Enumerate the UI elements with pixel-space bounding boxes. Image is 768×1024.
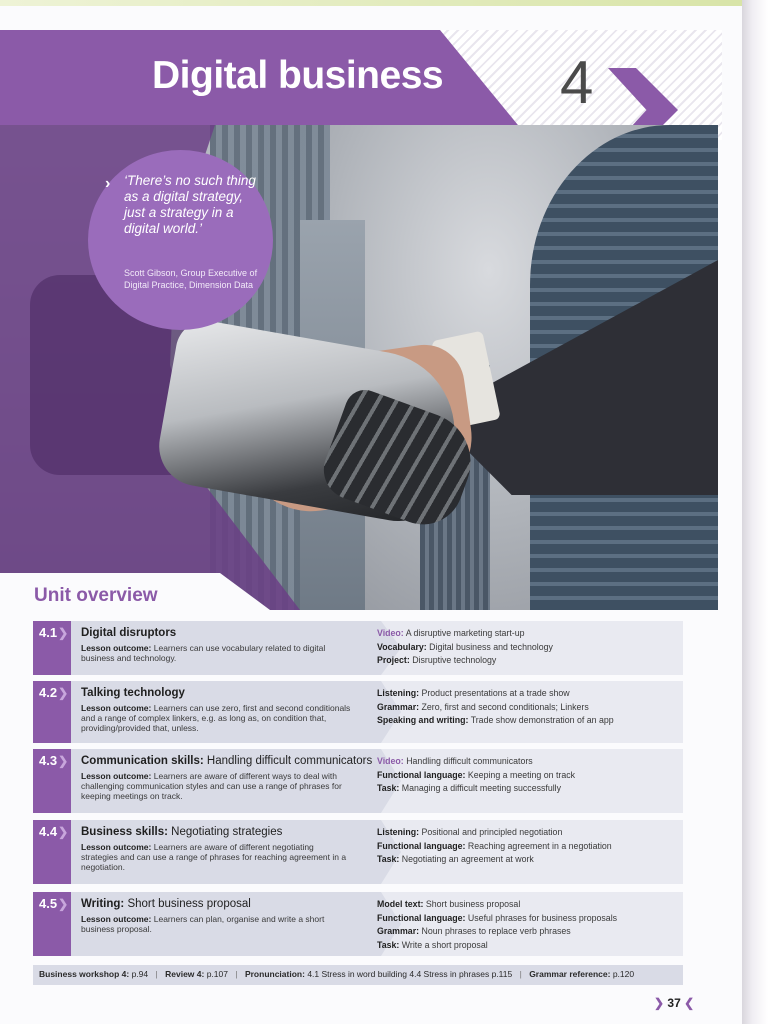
lesson-number-text: 4.5	[39, 896, 58, 911]
lesson-number-text: 4.1	[39, 625, 58, 640]
lesson-number-text: 4.3	[39, 753, 58, 768]
lesson-row	[33, 681, 683, 743]
lesson-row	[33, 749, 683, 813]
component-label: Grammar:	[377, 926, 420, 936]
divider: |	[519, 969, 522, 979]
lesson-component	[377, 898, 677, 912]
lesson-component	[377, 782, 677, 796]
lesson-component	[377, 826, 677, 840]
component-label: Vocabulary:	[377, 641, 427, 652]
lesson-number	[33, 892, 71, 956]
outcome-text: Learners can use vocabulary related to digital business and technology.	[81, 643, 326, 663]
component-label: Task:	[377, 939, 400, 950]
chevron-right-icon: ❯	[58, 626, 69, 640]
lesson-component	[377, 701, 677, 715]
lesson-row	[33, 820, 683, 884]
lesson-component	[377, 755, 677, 769]
lesson-heading	[81, 755, 372, 767]
component-text: A disruptive marketing start-up	[405, 628, 525, 638]
chevron-right-icon: ❯	[654, 996, 665, 1010]
lesson-component	[377, 939, 677, 953]
lesson-component	[377, 840, 677, 854]
component-label: Model text:	[377, 899, 424, 909]
component-label: Project:	[377, 655, 410, 665]
component-text: Noun phrases to replace verb phrases	[421, 926, 571, 936]
lesson-outcome	[81, 703, 351, 733]
component-text: Useful phrases for business proposals	[467, 912, 618, 923]
lesson-component	[377, 714, 677, 728]
component-label: Video:	[377, 756, 404, 766]
outcome-label: Lesson outcome:	[81, 771, 152, 781]
lesson-component	[377, 912, 677, 926]
unit-number: 4	[560, 49, 594, 116]
component-label: Functional language:	[377, 769, 466, 780]
component-text: Write a short proposal	[401, 939, 488, 950]
lesson-number	[33, 749, 71, 813]
component-text: Keeping a meeting on track	[467, 769, 576, 780]
overview-title: Unit overview	[34, 585, 158, 606]
component-label: Task:	[377, 854, 400, 864]
lesson-components	[377, 627, 677, 668]
lesson-heading-rest: Handling difficult communicators	[206, 755, 373, 767]
component-text: Negotiating an agreement at work	[401, 854, 534, 864]
pronunciation-label: Pronunciation:	[244, 969, 305, 979]
divider: |	[235, 969, 238, 979]
lesson-heading	[81, 898, 251, 910]
component-text: Reaching agreement in a negotiation	[467, 840, 612, 851]
lesson-heading-bold: Writing:	[81, 898, 125, 910]
component-text: Managing a difficult meeting successfully	[401, 783, 562, 793]
outcome-text: Learners can use zero, first and second conditionals and a range of complex linkers, e.g. as long as, on condition that, providing/provided that, unless.	[81, 703, 351, 733]
lesson-components	[377, 687, 677, 728]
lesson-number-text: 4.2	[39, 685, 58, 700]
lesson-components	[377, 898, 677, 952]
lesson-row	[33, 621, 683, 675]
lesson-heading-bold: Digital disruptors	[81, 627, 177, 639]
lesson-number	[33, 681, 71, 743]
lesson-outcome	[81, 771, 351, 801]
component-text: Product presentations at a trade show	[421, 688, 570, 698]
lesson-component	[377, 627, 677, 641]
component-label: Functional language:	[377, 840, 466, 851]
outcome-label: Lesson outcome:	[81, 703, 152, 713]
component-text: Trade show demonstration of an app	[470, 715, 614, 725]
quote-attribution: Scott Gibson, Group Executive of Digital Practice, Dimension Data	[124, 268, 258, 290]
workshop-label: Business workshop 4:	[39, 969, 130, 979]
component-label: Task:	[377, 783, 400, 793]
page-number	[654, 996, 694, 1010]
component-label: Functional language:	[377, 912, 466, 923]
chevron-right-icon: ❯	[58, 825, 69, 839]
outcome-text: Learners can plan, organise and write a short business proposal.	[81, 914, 325, 934]
grammar-reference-label: Grammar reference:	[529, 969, 611, 979]
grammar-reference-page: p.120	[612, 969, 635, 979]
lesson-outcome	[81, 914, 351, 934]
lesson-heading	[81, 826, 282, 838]
lesson-components	[377, 755, 677, 796]
component-label: Video:	[377, 628, 404, 638]
outcome-text: Learners are aware of different negotiating strategies and can use a range of phrases for reaching agreement in a negotiation.	[81, 842, 347, 872]
lesson-component	[377, 687, 677, 701]
component-text: Zero, first and second conditionals; Linkers	[421, 701, 589, 712]
lesson-component	[377, 769, 677, 783]
workshop-page: p.94	[131, 969, 149, 979]
chevron-right-icon: ❯	[58, 897, 69, 911]
outcome-text: Learners are aware of different ways to deal with challenging communication styles and can use a range of phrases for keeping meetings on track.	[81, 771, 342, 801]
component-label: Speaking and writing:	[377, 715, 469, 725]
unit-title: Digital business	[152, 54, 444, 97]
outcome-label: Lesson outcome:	[81, 914, 152, 924]
component-text: Positional and principled negotiation	[421, 827, 563, 837]
chevron-right-icon: ❯	[58, 754, 69, 768]
lesson-number	[33, 820, 71, 884]
lesson-heading	[81, 627, 176, 639]
outcome-label: Lesson outcome:	[81, 842, 152, 852]
review-page: p.107	[206, 969, 228, 979]
lesson-outcome	[81, 842, 351, 872]
lesson-number	[33, 621, 71, 675]
chevron-left-icon: ❮	[684, 996, 695, 1010]
unit-header	[0, 30, 742, 140]
lesson-component	[377, 925, 677, 939]
lesson-heading	[81, 687, 185, 699]
component-label: Listening:	[377, 688, 420, 698]
quote-text: ‘There’s no such thing as a digital strategy, just a strategy in a digital world.’	[124, 173, 256, 236]
page-number-value: 37	[667, 996, 681, 1010]
lesson-row	[33, 892, 683, 956]
component-text: Disruptive technology	[412, 655, 497, 665]
lesson-component	[377, 654, 677, 668]
outcome-label: Lesson outcome:	[81, 643, 152, 653]
chevron-right-icon: ❯	[58, 686, 69, 700]
cross-references	[33, 965, 683, 985]
lesson-heading-bold: Communication skills:	[81, 755, 204, 767]
lesson-heading-bold: Business skills:	[81, 826, 168, 838]
review-label: Review 4:	[165, 969, 205, 979]
component-text: Digital business and technology	[429, 641, 553, 652]
page-top-edge	[0, 0, 742, 6]
page-edge	[742, 0, 768, 1024]
component-text: Short business proposal	[425, 899, 521, 909]
component-text: Handling difficult communicators	[406, 756, 533, 766]
lesson-component	[377, 641, 677, 655]
lesson-heading-rest: Short business proposal	[127, 898, 251, 910]
lesson-component	[377, 853, 677, 867]
lesson-heading-bold: Talking technology	[81, 687, 185, 699]
component-label: Grammar:	[377, 701, 420, 712]
lesson-components	[377, 826, 677, 867]
quote-arrow-icon: ›	[105, 175, 111, 192]
lesson-heading-rest: Negotiating strategies	[171, 826, 283, 838]
lesson-outcome	[81, 643, 351, 663]
divider: |	[155, 969, 158, 979]
pronunciation-text: 4.1 Stress in word building 4.4 Stress in phrases p.115	[307, 969, 513, 979]
lesson-number-text: 4.4	[39, 824, 58, 839]
component-label: Listening:	[377, 827, 420, 837]
